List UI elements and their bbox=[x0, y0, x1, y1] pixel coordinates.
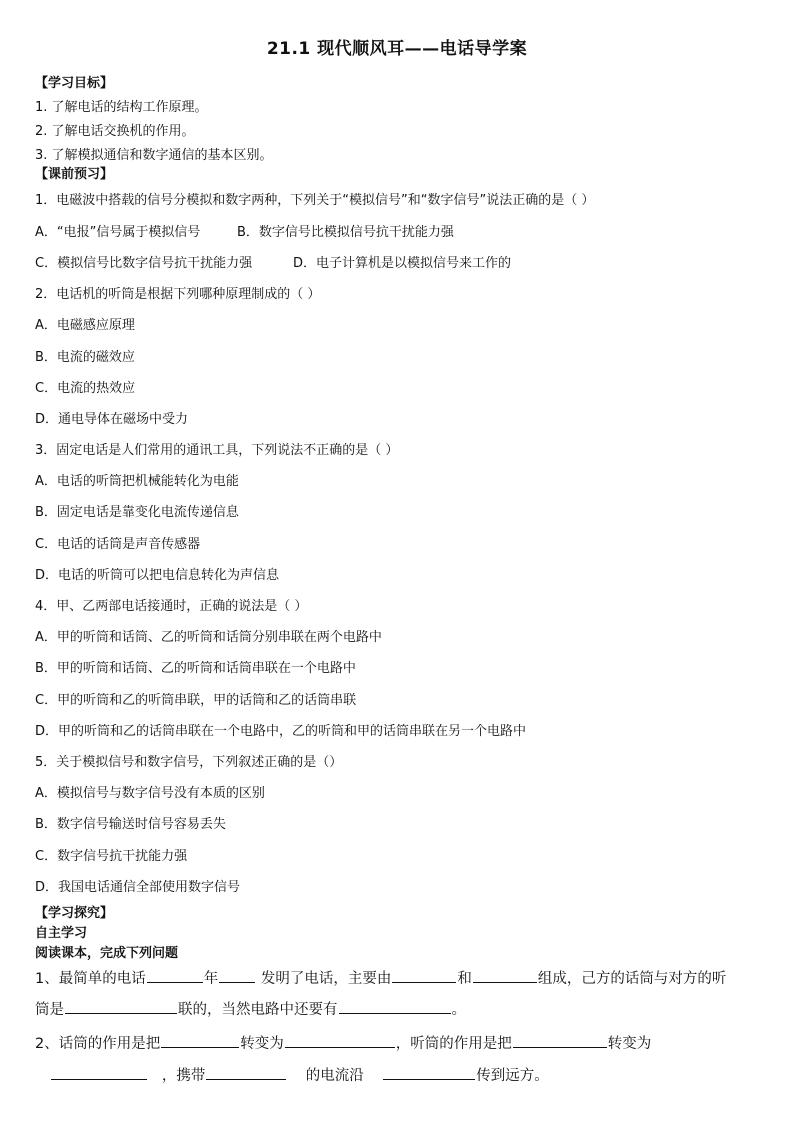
q5-stem: 5．关于模拟信号和数字信号，下列叙述正确的是（） bbox=[35, 755, 343, 770]
fill-text: 发明了电话，主要由 bbox=[260, 971, 392, 987]
q3-stem: 3．固定电话是人们常用的通讯工具，下列说法不正确的是（ ） bbox=[35, 443, 399, 458]
fill-line-1-cont bbox=[35, 998, 466, 1019]
q4-option-c: C．甲的听筒和乙的听筒串联，甲的话筒和乙的话筒串联 bbox=[35, 693, 357, 708]
fill-text: 传到远方。 bbox=[476, 1068, 549, 1084]
q1-option-d: D．电子计算机是以模拟信号来工作的 bbox=[293, 256, 512, 271]
blank-earpiece-output[interactable] bbox=[51, 1065, 147, 1080]
q4-stem: 4．甲、乙两部电话接通时，正确的说法是（ ） bbox=[35, 599, 308, 614]
q5-option-d: D．我国电话通信全部使用数字信号 bbox=[35, 880, 241, 895]
fill-line-2 bbox=[35, 1032, 651, 1053]
q3-option-c: C．电话的话筒是声音传感器 bbox=[35, 537, 201, 552]
goal-1: 1. 了解电话的结构工作原理。 bbox=[35, 100, 208, 115]
q2-stem: 2．电话机的听筒是根据下列哪种原理制成的（ ） bbox=[35, 287, 321, 302]
fill-text: 2、话筒的作用是把 bbox=[35, 1036, 161, 1052]
fill-line-2-cont bbox=[50, 1064, 549, 1085]
preview-header: 【课前预习】 bbox=[35, 167, 114, 182]
q5-option-a: A．模拟信号与数字信号没有本质的区别 bbox=[35, 786, 265, 801]
q4-option-b: B．甲的听筒和话筒、乙的听筒和话筒串联在一个电路中 bbox=[35, 661, 356, 676]
q2-option-d: D．通电导体在磁场中受力 bbox=[35, 412, 189, 427]
fill-text: 和 bbox=[457, 971, 472, 987]
fill-text: 联的，当然电路中还要有 bbox=[178, 1002, 338, 1018]
blank-inventor[interactable] bbox=[219, 968, 255, 983]
reading-instruction: 阅读课本，完成下列问题 bbox=[35, 946, 179, 961]
fill-text: 转变为 bbox=[607, 1036, 652, 1052]
q4-option-d: D．甲的听筒和乙的话筒串联在一个电路中，乙的听筒和甲的话筒串联在另一个电路中 bbox=[35, 724, 527, 739]
page-title: 21.1 现代顺风耳——电话导学案 bbox=[266, 39, 528, 59]
self-study-heading: 自主学习 bbox=[35, 926, 88, 941]
goals-header: 【学习目标】 bbox=[35, 76, 114, 91]
q1-option-a: A．“电报”信号属于模拟信号 bbox=[35, 225, 201, 240]
fill-line-1 bbox=[35, 967, 726, 988]
q5-option-c: C．数字信号抗干扰能力强 bbox=[35, 849, 188, 864]
fill-text: ，携带 bbox=[161, 1068, 206, 1084]
blank-carry[interactable] bbox=[206, 1065, 286, 1080]
q5-option-b: B．数字信号输送时信号容易丢失 bbox=[35, 817, 226, 832]
fill-text: 转变为 bbox=[240, 1036, 284, 1052]
blank-medium[interactable] bbox=[383, 1065, 475, 1080]
q1-options-ab bbox=[35, 221, 454, 240]
q1-option-c: C．模拟信号比数字信号抗干扰能力强 bbox=[35, 256, 253, 271]
q3-option-b: B．固定电话是靠变化电流传递信息 bbox=[35, 505, 239, 520]
blank-year[interactable] bbox=[147, 968, 203, 983]
fill-text: 的电流沿 bbox=[305, 1068, 364, 1084]
blank-mic-output[interactable] bbox=[285, 1033, 395, 1048]
fill-text: 。 bbox=[451, 1002, 466, 1018]
q2-option-c: C．电流的热效应 bbox=[35, 381, 136, 396]
blank-part-1[interactable] bbox=[392, 968, 456, 983]
goal-3: 3. 了解模拟通信和数字通信的基本区别。 bbox=[35, 148, 273, 163]
goal-2: 2. 了解电话交换机的作用。 bbox=[35, 124, 195, 139]
blank-earpiece-input[interactable] bbox=[513, 1033, 607, 1048]
q4-option-a: A．甲的听筒和话筒、乙的听筒和话筒分别串联在两个电路中 bbox=[35, 630, 382, 645]
q2-option-a: A．电磁感应原理 bbox=[35, 318, 135, 333]
q1-stem: 1．电磁波中搭载的信号分模拟和数字两种，下列关于“模拟信号”和“数字信号”说法正确的是（ ） bbox=[35, 193, 595, 208]
explore-header: 【学习探究】 bbox=[35, 906, 114, 921]
q3-option-d: D．电话的听筒可以把电信息转化为声信息 bbox=[35, 568, 280, 583]
q1-option-b: B．数字信号比模拟信号抗干扰能力强 bbox=[237, 225, 454, 240]
blank-power-source[interactable] bbox=[339, 999, 451, 1014]
blank-mic-input[interactable] bbox=[161, 1033, 239, 1048]
fill-text: ，听筒的作用是把 bbox=[395, 1036, 512, 1052]
q3-option-a: A．电话的听筒把机械能转化为电能 bbox=[35, 474, 239, 489]
fill-text: 组成，己方的话筒与对方的听 bbox=[537, 971, 727, 987]
q2-option-b: B．电流的磁效应 bbox=[35, 350, 135, 365]
blank-part-2[interactable] bbox=[473, 968, 537, 983]
blank-connection[interactable] bbox=[65, 999, 177, 1014]
q1-options-cd bbox=[35, 252, 511, 271]
fill-text: 年 bbox=[203, 971, 219, 987]
fill-text: 1、最简单的电话 bbox=[35, 971, 146, 987]
fill-text: 筒是 bbox=[35, 1002, 64, 1018]
